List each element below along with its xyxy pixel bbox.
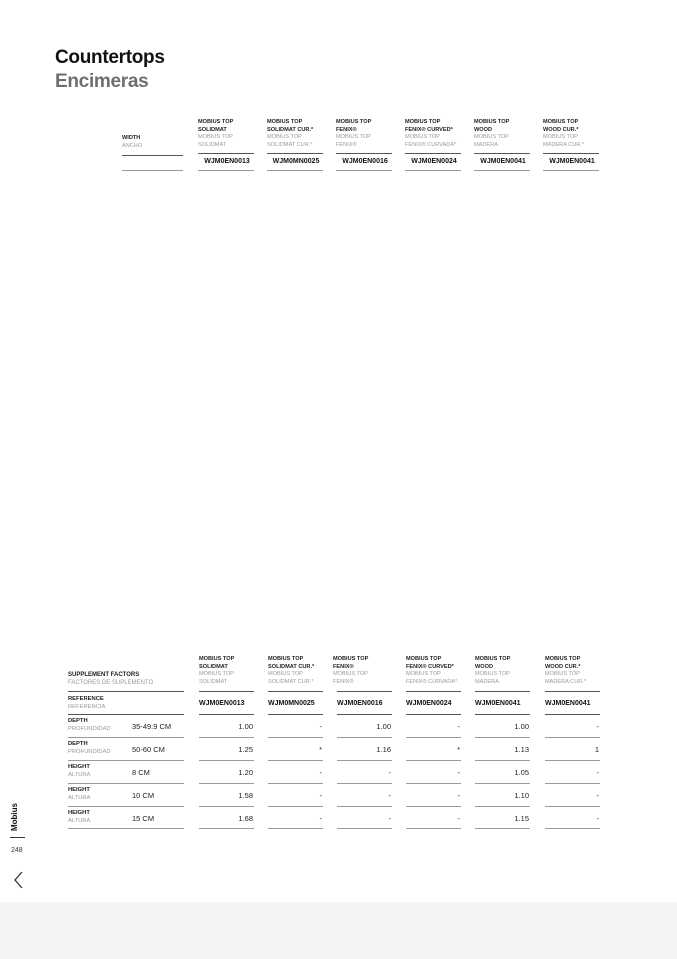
row-rule — [268, 737, 323, 738]
brand-divider — [10, 837, 25, 838]
page-number: 248 — [11, 847, 23, 854]
row-label: DEPTH PROFUNDIDAD — [68, 741, 111, 755]
row-rule — [475, 806, 530, 807]
header-rule — [199, 691, 254, 692]
row-rule — [122, 155, 183, 156]
row-rule — [406, 737, 461, 738]
reference-code: WJM0EN0024 — [411, 158, 457, 165]
row-label: HEIGHT ALTURA — [68, 764, 91, 778]
factor-cell: - — [457, 814, 460, 823]
column-header: MOBIUS TOP FENIX® CURVED* MOBIUS TOP FENIX® CURVADA* — [406, 656, 458, 685]
brand-tab — [8, 803, 30, 836]
row-rule — [199, 828, 254, 829]
reference-code: WJM0MN0025 — [272, 158, 320, 165]
header-rule — [543, 153, 599, 154]
factor-cell: - — [319, 814, 322, 823]
page-title: Countertops — [55, 47, 165, 68]
factor-cell: - — [457, 722, 460, 731]
reference-code: WJM0EN0013 — [199, 700, 245, 707]
column-header: MOBIUS TOP SOLIDMAT MOBIUS TOP SOLIDMAT — [199, 656, 235, 685]
header-rule — [198, 153, 254, 154]
row-rule — [68, 737, 184, 738]
factor-cell: - — [596, 722, 599, 731]
row-label: DEPTH PROFUNDIDAD — [68, 718, 111, 732]
back-button[interactable] — [11, 870, 27, 890]
reference-label: REFERENCE REFERENCIA — [68, 696, 106, 710]
row-rule — [337, 828, 392, 829]
row-rule — [545, 737, 600, 738]
factor-cell: - — [596, 768, 599, 777]
factor-cell: 1.00 — [376, 722, 391, 731]
row-rule — [337, 760, 392, 761]
factor-cell: * — [319, 745, 322, 754]
row-rule — [545, 806, 600, 807]
row-rule — [337, 783, 392, 784]
row-rule — [406, 760, 461, 761]
column-header: MOBIUS TOP WOOD CUR.* MOBIUS TOP MADERA CUR.* — [545, 656, 587, 685]
factor-cell: 1.15 — [514, 814, 529, 823]
factor-cell: 1.05 — [514, 768, 529, 777]
header-rule — [68, 691, 184, 692]
row-rule — [545, 760, 600, 761]
row-rule — [198, 170, 254, 171]
row-rule — [475, 828, 530, 829]
page-subtitle: Encimeras — [55, 71, 149, 92]
factor-cell: * — [457, 745, 460, 754]
factor-cell: - — [457, 791, 460, 800]
factor-cell: - — [457, 768, 460, 777]
header-rule — [475, 691, 530, 692]
row-rule — [68, 760, 184, 761]
column-header: MOBIUS TOP FENIX® MOBIUS TOP FENIX® — [333, 656, 369, 685]
row-rule — [337, 714, 392, 715]
row-rule — [268, 828, 323, 829]
column-header: MOBIUS TOP SOLIDMAT CUR.* MOBIUS TOP SOLIDMAT CUR.* — [268, 656, 315, 685]
factor-cell: 1.58 — [238, 791, 253, 800]
row-rule — [337, 737, 392, 738]
row-rule — [268, 714, 323, 715]
row-measure: 15 CM — [132, 814, 155, 823]
row-rule — [406, 783, 461, 784]
row-rule — [543, 170, 599, 171]
factor-cell: 1.10 — [514, 791, 529, 800]
row-rule — [68, 783, 184, 784]
header-rule — [405, 153, 461, 154]
column-header: MOBIUS TOP SOLIDMAT CUR.* MOBIUS TOP SOLIDMAT CUR.* — [267, 119, 314, 148]
header-rule — [406, 691, 461, 692]
row-rule — [68, 714, 184, 715]
row-rule — [475, 760, 530, 761]
row-rule — [405, 170, 461, 171]
row-label: HEIGHT ALTURA — [68, 810, 91, 824]
row-measure: 50-60 CM — [132, 745, 165, 754]
row-rule — [545, 714, 600, 715]
row-rule — [337, 806, 392, 807]
reference-code: WJM0EN0016 — [342, 158, 388, 165]
row-rule — [199, 806, 254, 807]
row-rule — [68, 828, 184, 829]
reference-code: WJM0EN0013 — [204, 158, 250, 165]
factor-cell: - — [319, 768, 322, 777]
factor-cell: 1 — [594, 745, 599, 754]
width-label: WIDTH ANCHO — [122, 135, 143, 149]
row-measure: 35-49.9 CM — [132, 722, 172, 731]
header-rule — [268, 691, 323, 692]
row-rule — [267, 170, 323, 171]
row-rule — [199, 760, 254, 761]
column-header: MOBIUS TOP WOOD MOBIUS TOP MADERA — [475, 656, 511, 685]
row-rule — [475, 737, 530, 738]
reference-code: WJM0EN0041 — [545, 700, 591, 707]
column-header: MOBIUS TOP WOOD MOBIUS TOP MADERA — [474, 119, 510, 148]
factor-cell: - — [596, 791, 599, 800]
factor-cell: - — [388, 768, 391, 777]
chevron-left-icon — [11, 870, 27, 890]
row-rule — [336, 170, 392, 171]
row-rule — [199, 714, 254, 715]
brand-label: Mobius — [10, 803, 19, 831]
supplement-title: SUPPLEMENT FACTORS FACTORES DE SUPLEMENTO — [68, 672, 154, 686]
column-header: MOBIUS TOP FENIX® MOBIUS TOP FENIX® — [336, 119, 372, 148]
factor-cell: 1.13 — [514, 745, 529, 754]
row-rule — [199, 783, 254, 784]
factor-cell: 1.00 — [514, 722, 529, 731]
row-rule — [406, 714, 461, 715]
column-header: MOBIUS TOP FENIX® CURVED* MOBIUS TOP FENIX® CURVADA* — [405, 119, 457, 148]
header-rule — [545, 691, 600, 692]
reference-code: WJM0EN0041 — [480, 158, 526, 165]
factor-cell: - — [596, 814, 599, 823]
reference-code: WJM0EN0024 — [406, 700, 452, 707]
row-rule — [122, 170, 183, 171]
row-rule — [545, 783, 600, 784]
row-measure: 8 CM — [132, 768, 150, 777]
row-rule — [474, 170, 530, 171]
factor-cell: 1.20 — [238, 768, 253, 777]
row-rule — [406, 806, 461, 807]
factor-cell: 1.16 — [376, 745, 391, 754]
reference-code: WJM0EN0041 — [475, 700, 521, 707]
row-rule — [199, 737, 254, 738]
reference-code: WJM0MN0025 — [268, 700, 315, 707]
factor-cell: 1.25 — [238, 745, 253, 754]
reference-code: WJM0EN0016 — [337, 700, 383, 707]
header-rule — [474, 153, 530, 154]
factor-cell: - — [388, 791, 391, 800]
row-measure: 10 CM — [132, 791, 155, 800]
row-rule — [68, 806, 184, 807]
reference-code: WJM0EN0041 — [549, 158, 595, 165]
footer-band — [0, 902, 677, 959]
header-rule — [336, 153, 392, 154]
column-header: MOBIUS TOP WOOD CUR.* MOBIUS TOP MADERA CUR.* — [543, 119, 585, 148]
factor-cell: 1.00 — [238, 722, 253, 731]
factor-cell: - — [388, 814, 391, 823]
header-rule — [267, 153, 323, 154]
column-header: MOBIUS TOP SOLIDMAT MOBIUS TOP SOLIDMAT — [198, 119, 234, 148]
row-label: HEIGHT ALTURA — [68, 787, 91, 801]
row-rule — [268, 760, 323, 761]
factor-cell: - — [319, 722, 322, 731]
row-rule — [268, 806, 323, 807]
row-rule — [545, 828, 600, 829]
factor-cell: 1.68 — [238, 814, 253, 823]
factor-cell: - — [319, 791, 322, 800]
row-rule — [475, 783, 530, 784]
row-rule — [475, 714, 530, 715]
header-rule — [337, 691, 392, 692]
row-rule — [268, 783, 323, 784]
row-rule — [406, 828, 461, 829]
